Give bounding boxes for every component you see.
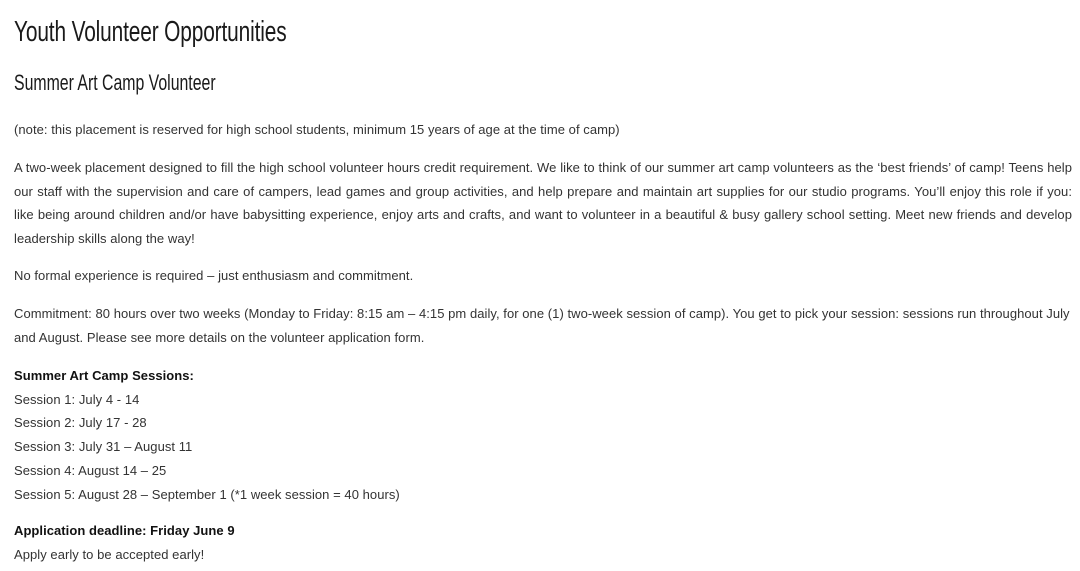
session-item: Session 1: July 4 - 14 xyxy=(14,391,140,407)
session-item: Session 2: July 17 - 28 xyxy=(14,415,147,431)
apply-early-note: Apply early to be accepted early! xyxy=(14,546,205,562)
session-item: Session 5: August 28 – September 1 (*1 week session = 40 hours) xyxy=(14,486,400,502)
commitment-details: Commitment: 80 hours over two weeks (Monday to Friday: 8:15 am – 4:15 pm daily, for one (1) two-week session of camp). You get to pick your session: sessions run throughout July and August. Please see more details on the volunteer application form. xyxy=(14,306,1070,345)
application-deadline: Application deadline: Friday June 9 xyxy=(14,523,235,538)
sessions-heading: Summer Art Camp Sessions: xyxy=(14,368,194,383)
section-title: Summer Art Camp Volunteer xyxy=(14,70,216,95)
page-title: Youth Volunteer Opportunities xyxy=(14,16,287,48)
eligibility-note: (note: this placement is reserved for high school students, minimum 15 years of age at the time of camp) xyxy=(14,122,620,137)
sessions-list xyxy=(14,364,1072,506)
role-description: A two-week placement designed to fill the high school volunteer hours credit requirement. We like to think of our summer art camp volunteers as the ‘best friends’ of camp! Teens help our staff with the supervision and care of campers, lead games and group activities, and help prepare and maintain art supplies for our studio programs. You’ll enjoy this role if you: like being around children and/or have babysitting experience, enjoy arts and crafts, and want to volunteer in a beautiful & busy gallery school setting. Meet new friends and develop leadership skills along the way! xyxy=(14,160,1072,247)
experience-requirement: No formal experience is required – just enthusiasm and commitment. xyxy=(14,268,414,283)
deadline-block xyxy=(14,519,1072,566)
session-item: Session 3: July 31 – August 11 xyxy=(14,439,193,455)
session-item: Session 4: August 14 – 25 xyxy=(14,462,167,478)
